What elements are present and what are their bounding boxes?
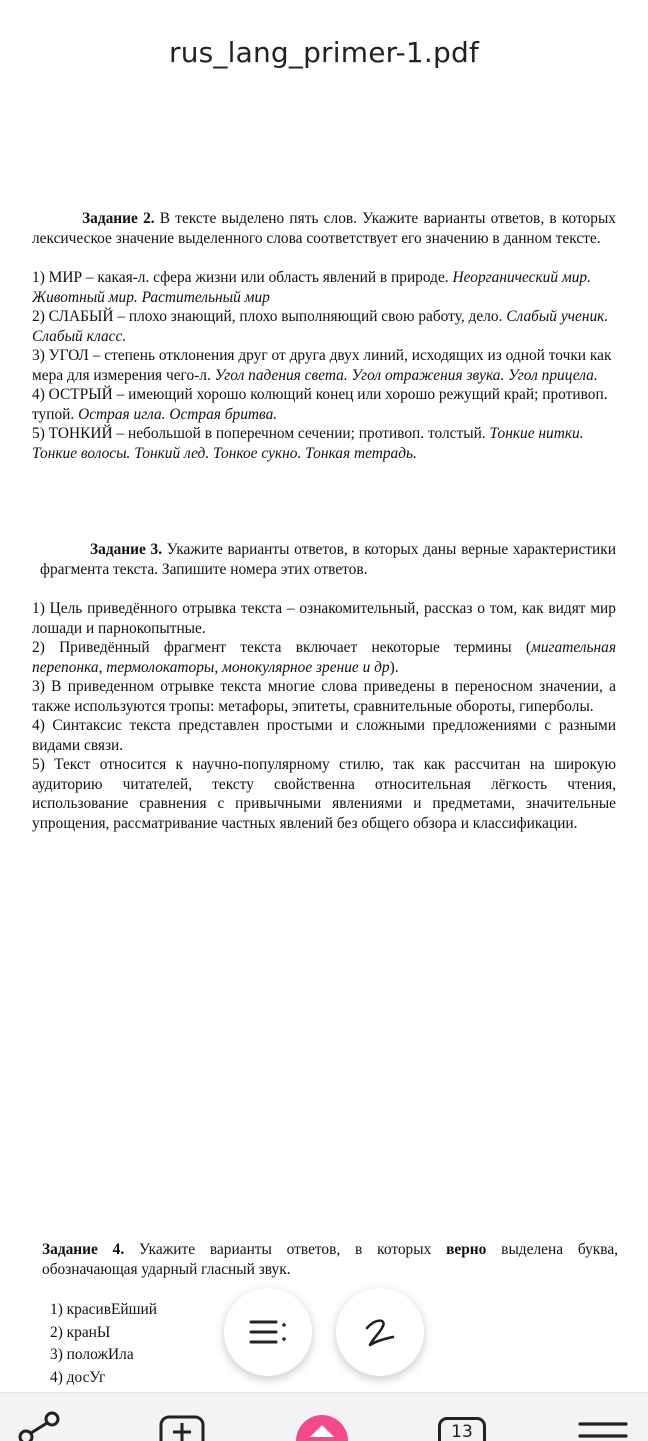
task-2-heading: [32, 209, 616, 248]
task-3-items: [32, 599, 616, 833]
answer-1: 1) красивЕйший: [50, 1301, 157, 1318]
item-example: Тонкие нитки. Тонкие волосы. Тонкий лед. Тонкое сукно. Тонкая тетрадь.: [32, 425, 584, 462]
document-title: rus_lang_primer-1.pdf: [168, 36, 479, 69]
task-3-heading: [32, 540, 616, 579]
task-4-emphasis: верно: [446, 1241, 487, 1258]
task-3-block: [32, 540, 616, 833]
item-example: Слабый ученик. Слабый класс.: [32, 308, 609, 345]
add-page-icon[interactable]: [158, 1411, 206, 1441]
page-count-icon[interactable]: [438, 1417, 486, 1441]
task-3-item-4: 4) Синтаксис текста представлен простыми и сложными предложениями с разными видами связи.: [32, 717, 616, 754]
share-icon[interactable]: [18, 1411, 64, 1441]
task-2-text: В тексте выделено пять слов. Укажите варианты ответов, в которых лексическое значение выделенного слова соответствует его значению в данном тексте.: [32, 210, 616, 247]
task-4-text-end: выделена буква, обозначающая ударный гласный звук.: [42, 1241, 618, 1278]
task-3-item-2: [32, 638, 616, 677]
task-2-item-2: [32, 307, 616, 346]
task-4-block: [42, 1240, 618, 1389]
task-2-label: Задание 2.: [82, 210, 155, 227]
answer-3: 3) положИла: [50, 1346, 134, 1363]
task-4-text: Укажите варианты ответов, в которых: [124, 1241, 447, 1258]
task-2-block: [32, 209, 616, 463]
item-example: Угол падения света. Угол отражения звука. Угол прицела.: [214, 366, 598, 384]
task-4-answers: [50, 1299, 618, 1389]
task-3-item-3: 3) В приведенном отрывке текста многие слова приведены в переносном значении, а также используются тропы: метафоры, эпитеты, сравнительные обороты, гиперболы.: [32, 678, 616, 715]
answer-4: 4) досУг: [50, 1368, 106, 1386]
task-2-item-1: [32, 268, 616, 307]
item-text: 1) МИР – какая-л. сфера жизни или область явлений в природе.: [32, 269, 453, 286]
item-text-end: ).: [389, 658, 399, 676]
task-3-text: Укажите варианты ответов, в которых даны верные характеристики фрагмента текста. Запишите номера этих ответов.: [40, 541, 616, 578]
task-2-item-5: [32, 424, 616, 463]
task-4-heading: [42, 1240, 618, 1279]
task-3-label: Задание 3.: [90, 541, 163, 558]
home-icon[interactable]: [292, 1411, 352, 1441]
item-terms: мигательная перепонка, термолокаторы, монокулярное зрение и др: [32, 639, 616, 676]
item-text: 3) УГОЛ – степень отклонения друг от друга двух линий, исходящих из одной точки как мера для измерения чего-л.: [32, 347, 612, 384]
page-number: 13: [451, 1422, 473, 1441]
item-text: 2) Приведённый фрагмент текста включает некоторые термины (: [32, 639, 532, 656]
item-text: 5) ТОНКИЙ – небольшой в поперечном сечении; противоп. толстый.: [32, 425, 490, 442]
menu-icon[interactable]: [578, 1421, 628, 1441]
task-2-items: [32, 268, 616, 463]
item-example: Неорганический мир. Животный мир. Растительный мир: [32, 269, 591, 306]
pen-icon: [362, 1314, 398, 1350]
item-example: Острая игла. Острая бритва.: [78, 405, 278, 423]
contents-button[interactable]: [224, 1288, 312, 1376]
task-3-item-5: 5) Текст относится к научно-популярному стилю, так как рассчитан на широкую аудиторию читателей, тексту свойственна относительная лёгкость чтения, использование сравнения с привычными явлениями и предметами, значительные упрощения, рассматривание частных явлений без общего обзора и классификации.: [32, 756, 616, 832]
task-2-item-4: [32, 385, 616, 424]
task-4-label: Задание 4.: [42, 1241, 125, 1258]
item-text: 2) СЛАБЫЙ – плохо знающий, плохо выполняющий свою работу, дело.: [32, 308, 507, 325]
task-2-item-3: [32, 346, 616, 385]
annotate-button[interactable]: [336, 1288, 424, 1376]
answer-2: 2) кранЫ: [50, 1323, 111, 1341]
task-3-item-1: 1) Цель приведённого отрывка текста – ознакомительный, рассказ о том, как видят мир лошади и парнокопытные.: [32, 600, 616, 637]
item-text: 4) ОСТРЫЙ – имеющий хорошо колющий конец или хорошо режущий край; противоп. тупой.: [32, 386, 608, 423]
bottom-toolbar: [0, 1392, 648, 1441]
list-icon: [248, 1317, 288, 1347]
